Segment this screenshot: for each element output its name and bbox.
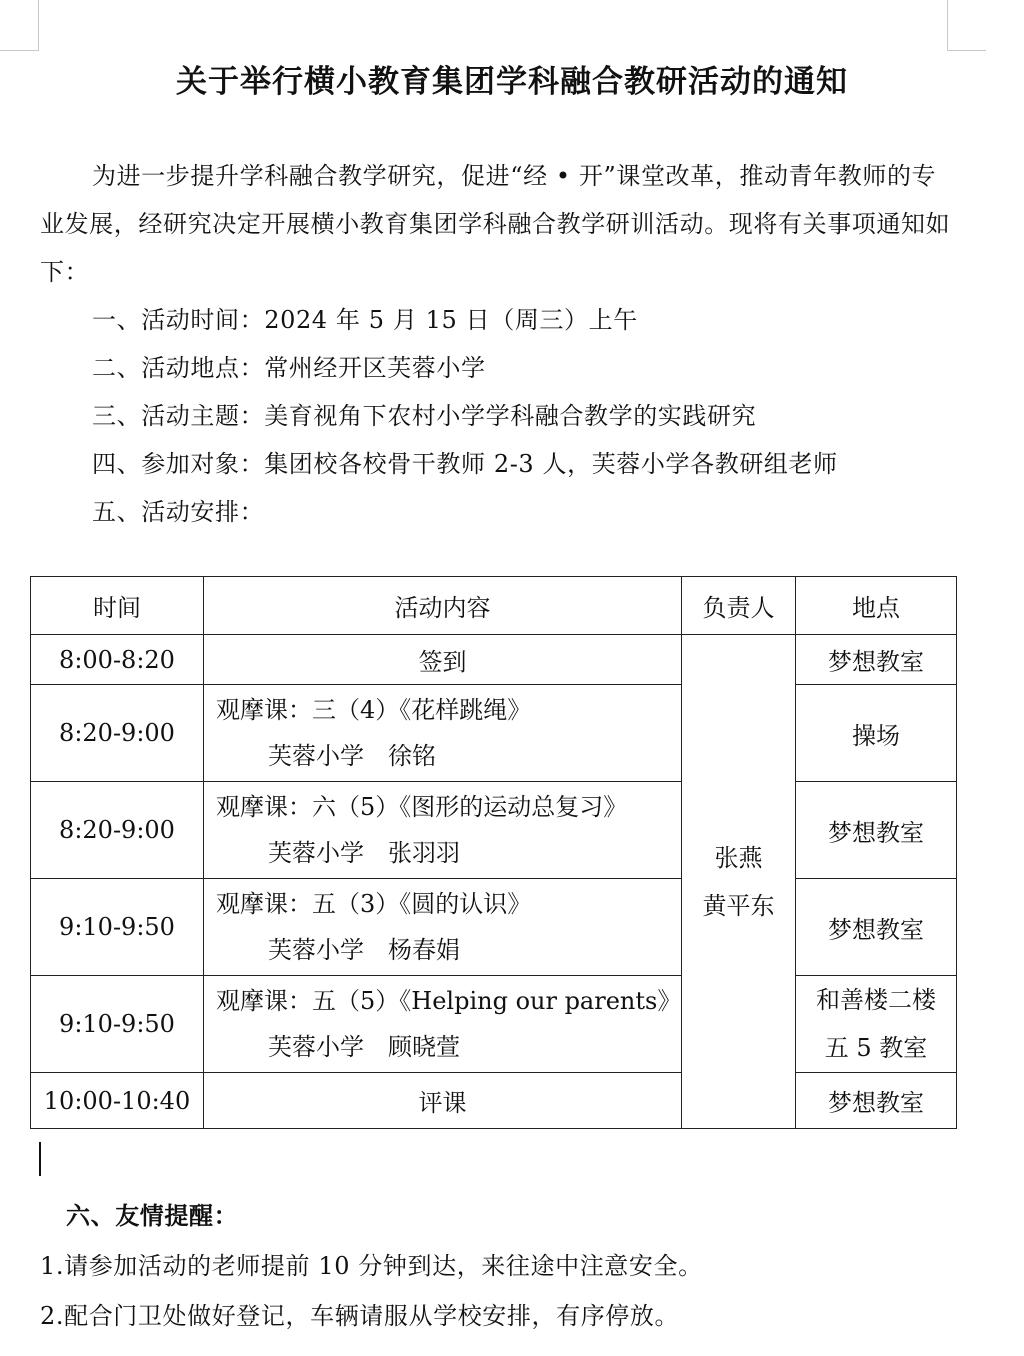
row-content xyxy=(204,976,682,1073)
row-time: 9:10-9:50 xyxy=(31,976,204,1073)
document-title: 关于举行横小教育集团学科融合教研活动的通知 xyxy=(176,64,848,100)
item-participants: 四、参加对象：集团校各校骨干教师 2-3 人，芙蓉小学各教研组老师 xyxy=(92,450,838,478)
row-place: 操场 xyxy=(796,685,957,782)
row-place: 梦想教室 xyxy=(796,782,957,879)
lesson-title: 观摩课：五（5）《Helping our parents》 xyxy=(216,987,682,1015)
lesson-teacher: 芙蓉小学 杨春娟 xyxy=(268,936,460,964)
reminder-heading: 六、友情提醒： xyxy=(66,1201,239,1230)
reminder-item: 1.请参加活动的老师提前 10 分钟到达，来往途中注意安全。 xyxy=(40,1252,703,1280)
row-place: 梦想教室 xyxy=(796,879,957,976)
schedule-table xyxy=(30,576,957,1129)
lesson-title: 观摩课：六（5）《图形的运动总复习》 xyxy=(216,793,628,821)
row-place xyxy=(796,976,957,1073)
lesson-title: 观摩课：五（3）《圆的认识》 xyxy=(216,890,532,918)
row-content: 评课 xyxy=(204,1073,682,1129)
table-row xyxy=(31,685,957,782)
row-place: 梦想教室 xyxy=(796,1073,957,1129)
header-content: 活动内容 xyxy=(204,577,682,635)
leader-cell xyxy=(682,635,796,1129)
row-time: 10:00-10:40 xyxy=(31,1073,204,1129)
table-row xyxy=(31,976,957,1073)
row-content xyxy=(204,685,682,782)
table-row xyxy=(31,1073,957,1129)
row-place: 梦想教室 xyxy=(796,635,957,685)
row-time: 8:20-9:00 xyxy=(31,782,204,879)
lesson-title: 观摩课：三（4）《花样跳绳》 xyxy=(216,696,532,724)
item-theme: 三、活动主题：美育视角下农村小学学科融合教学的实践研究 xyxy=(92,402,757,430)
header-leader: 负责人 xyxy=(682,577,796,635)
row-content: 签到 xyxy=(204,635,682,685)
header-time: 时间 xyxy=(31,577,204,635)
row-content xyxy=(204,879,682,976)
reminder-item: 2.配合门卫处做好登记，车辆请服从学校安排，有序停放。 xyxy=(40,1302,680,1330)
item-arrangement: 五、活动安排： xyxy=(92,498,265,526)
row-time: 8:20-9:00 xyxy=(31,685,204,782)
intro-paragraph: 为进一步提升学科融合教学研究，促进“经 • 开”课堂改革，推动青年教师的专业发展，经研究决定开展横小教育集团学科融合教学研训活动。现将有关事项通知如下： xyxy=(40,162,951,286)
header-place: 地点 xyxy=(796,577,957,635)
item-location: 二、活动地点：常州经开区芙蓉小学 xyxy=(92,354,486,382)
lesson-teacher: 芙蓉小学 张羽羽 xyxy=(268,839,460,867)
lesson-teacher: 芙蓉小学 顾晓萱 xyxy=(268,1033,460,1061)
page-corner-top-left xyxy=(0,0,39,51)
row-time: 8:00-8:20 xyxy=(31,635,204,685)
row-content xyxy=(204,782,682,879)
row-time: 9:10-9:50 xyxy=(31,879,204,976)
table-row xyxy=(31,635,957,685)
place-line: 五 5 教室 xyxy=(824,1034,928,1062)
leader-name: 张燕 xyxy=(714,843,763,872)
item-time: 一、活动时间：2024 年 5 月 15 日（周三）上午 xyxy=(92,306,638,334)
text-cursor[interactable] xyxy=(39,1142,41,1176)
place-line: 和善楼二楼 xyxy=(816,986,936,1014)
page-corner-top-right xyxy=(947,0,986,51)
table-row xyxy=(31,879,957,976)
table-header-row xyxy=(31,577,957,635)
leader-name: 黄平东 xyxy=(702,891,775,920)
lesson-teacher: 芙蓉小学 徐铭 xyxy=(268,742,436,770)
table-row xyxy=(31,782,957,879)
